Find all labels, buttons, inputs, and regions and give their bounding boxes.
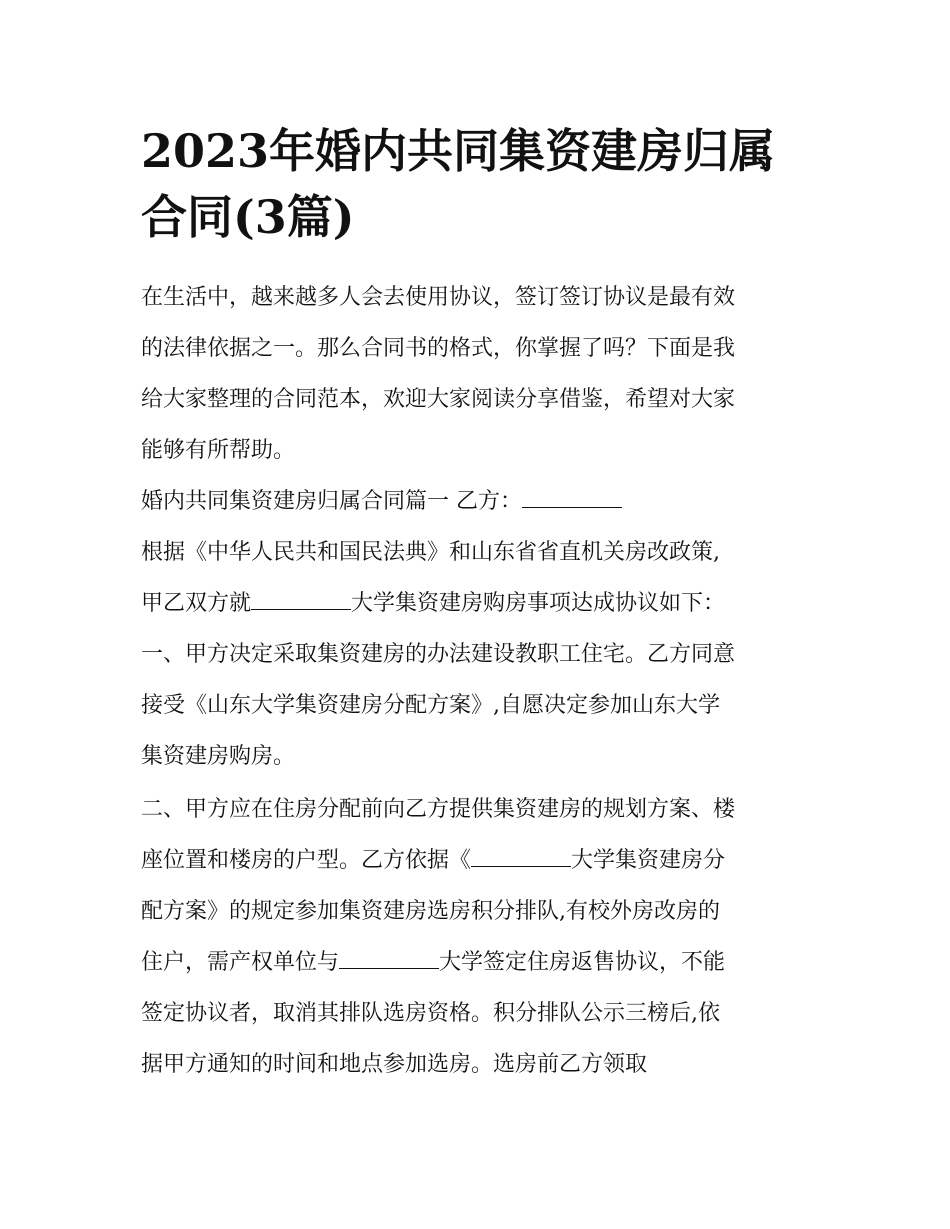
text-line: 的法律依据之一。那么合同书的格式，你掌握了吗？下面是我 — [141, 336, 736, 361]
text-line: 一、甲方决定采取集资建房的办法建设教职工住宅。乙方同意 — [141, 642, 736, 667]
document-title — [141, 118, 821, 250]
text-line: 据甲方通知的时间和地点参加选房。选房前乙方领取 — [141, 1052, 648, 1077]
text-line: 二、甲方应在住房分配前向乙方提供集资建房的规划方案、楼 — [141, 797, 736, 822]
clause-1 — [141, 629, 821, 782]
contract-heading — [141, 476, 821, 527]
text-line — [141, 937, 821, 988]
text-line: 能够有所帮助。 — [141, 438, 296, 463]
title-line: 合同(3篇) — [141, 190, 355, 244]
text-segment: 座位置和楼房的户型。乙方依据《 — [141, 848, 472, 873]
text-segment: 大学签定住房返售协议，不能 — [439, 950, 726, 975]
intro-paragraph — [141, 272, 821, 476]
text-segment: 甲乙双方就 — [141, 591, 252, 616]
text-segment: 住户，需产权单位与 — [141, 950, 340, 975]
text-line: 接受《山东大学集资建房分配方案》,自愿决定参加山东大学 — [141, 693, 720, 718]
text-line: 给大家整理的合同范本，欢迎大家阅读分享借鉴，希望对大家 — [141, 387, 736, 412]
text-line: 配方案》的规定参加集资建房选房积分排队,有校外房改房的 — [141, 899, 720, 924]
university-blank — [339, 942, 439, 969]
text-line — [141, 835, 821, 886]
title-line: 2023年婚内共同集资建房归属 — [141, 124, 776, 178]
text-segment: 大学集资建房购房事项达成协议如下： — [351, 591, 726, 616]
clause-2 — [141, 784, 821, 1090]
document-body — [141, 272, 821, 1090]
basis-paragraph — [141, 527, 821, 629]
text-segment: 大学集资建房分 — [571, 848, 726, 873]
text-line: 集资建房购房。 — [141, 744, 296, 769]
text-line — [141, 578, 821, 629]
text-line: 在生活中，越来越多人会去使用协议，签订签订协议是最有效 — [141, 285, 736, 310]
university-blank — [251, 583, 351, 610]
text-line: 根据《中华人民共和国民法典》和山东省省直机关房改政策, — [141, 540, 720, 565]
party-b-blank — [522, 481, 622, 508]
contract-heading-text: 婚内共同集资建房归属合同篇一 乙方： — [141, 489, 522, 514]
university-blank — [471, 840, 571, 867]
text-line: 签定协议者，取消其排队选房资格。积分排队公示三榜后,依 — [141, 1001, 720, 1026]
